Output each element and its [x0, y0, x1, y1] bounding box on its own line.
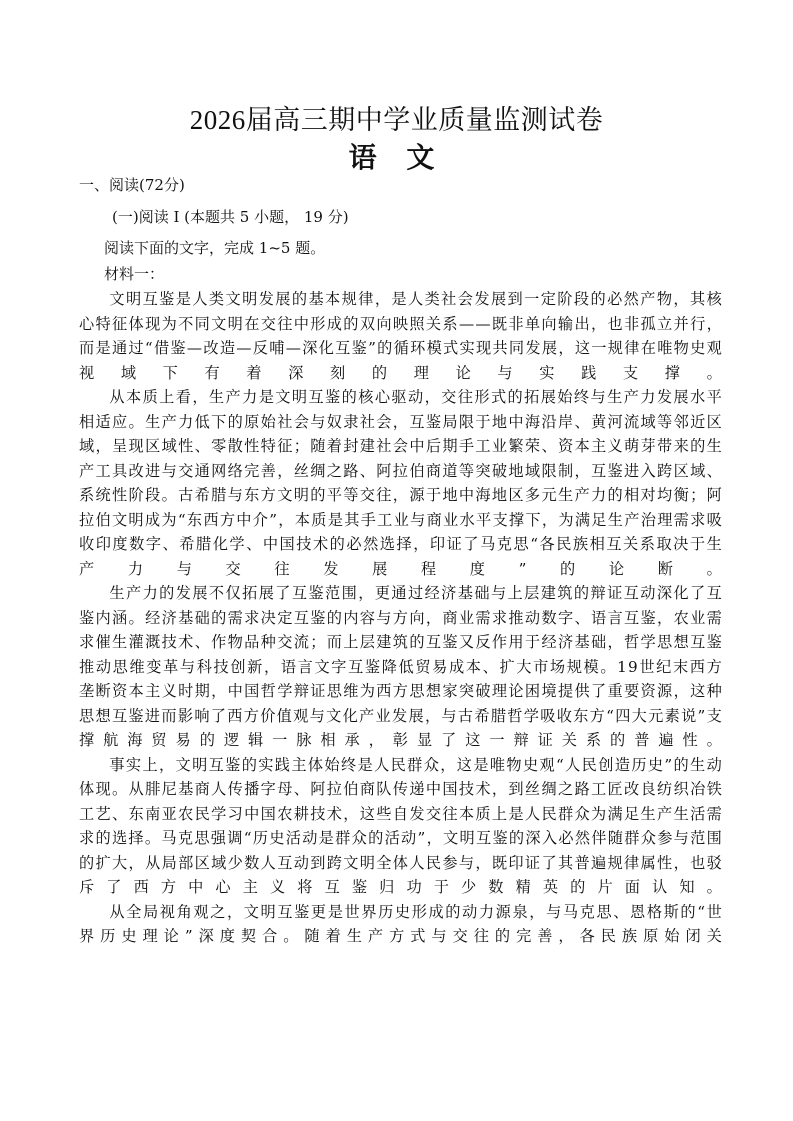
passage-body [79, 287, 723, 949]
reading-instruction: 阅读下面的文字，完成 1~5 题。 [104, 239, 326, 257]
passage-paragraph-1: 文明互鉴是人类文明发展的基本规律，是人类社会发展到一定阶段的必然产物，其核心特征体现为不同文明在交往中形成的双向映照关系——既非单向输出，也非孤立并行，而是通过“借鉴—改造—反哺—深化互鉴”的循环模式实现共同发展，这一规律在唯物史观视域下有着深刻的理论与实践支撑。 [79, 290, 723, 382]
section-heading: 一、阅读(72分) [79, 176, 185, 194]
passage-paragraph-4: 事实上，文明互鉴的实践主体始终是人民群众，这是唯物史观“人民创造历史”的生动体现。从腓尼基商人传播字母、阿拉伯商队传递中国技术，到丝绸之路工匠改良纺织冶铁工艺、东南亚农民学习中国农耕技术，这些自发交往本质上是人民群众为满足生产生活需求的选择。马克思强调“历史活动是群众的活动”，文明互鉴的深入必然伴随群众参与范围的扩大，从局部区域少数人互动到跨文明全体人民参与，既印证了其普遍规律属性，也驳斥了西方中心主义将互鉴归功于少数精英的片面认知。 [79, 755, 723, 896]
passage-paragraph-5: 从全局视角观之，文明互鉴更是世界历史形成的动力源泉，与马克思、恩格斯的“世界历史理论”深度契合。随着生产方式与交往的完善，各民族原始闭关 [79, 902, 723, 945]
passage-paragraph-2: 从本质上看，生产力是文明互鉴的核心驱动，交往形式的拓展始终与生产力发展水平相适应。生产力低下的原始社会与奴隶社会，互鉴局限于地中海沿岸、黄河流域等邻近区域，呈现区域性、零散性特征；随着封建社会中后期手工业繁荣、资本主义萌芽带来的生产工具改进与交通网络完善，丝绸之路、阿拉伯商道等突破地域限制，互鉴进入跨区域、系统性阶段。古希腊与东方文明的平等交往，源于地中海地区多元生产力的相对均衡；阿拉伯文明成为“东西方中介”，本质是其手工业与商业水平支撑下，为满足生产治理需求吸收印度数字、希腊化学、中国技术的必然选择，印证了马克思“各民族相互关系取决于生产力与交往发展程度”的论断。 [79, 388, 723, 578]
passage-paragraph-3: 生产力的发展不仅拓展了互鉴范围，更通过经济基础与上层建筑的辩证互动深化了互鉴内涵。经济基础的需求决定互鉴的内容与方向，商业需求推动数字、语言互鉴，农业需求催生灌溉技术、作物品种交流；而上层建筑的互鉴又反作用于经济基础，哲学思想互鉴推动思维变革与科技创新，语言文字互鉴降低贸易成本、扩大市场规模。19世纪末西方垄断资本主义时期，中国哲学辩证思维为西方思想家突破理论困境提供了重要资源，这种思想互鉴进而影响了西方价值观与文化产业发展，与古希腊哲学吸收东方“四大元素说”支撑航海贸易的逻辑一脉相承，彰显了这一辩证关系的普遍性。 [79, 584, 723, 749]
subject-title: 语 文 [348, 141, 445, 174]
sub-section-heading: (一)阅读 I (本题共 5 小题， 19 分) [112, 208, 349, 226]
exam-title: 2026届高三期中学业质量监测试卷 [189, 105, 604, 135]
material-label: 材料一： [104, 265, 165, 283]
